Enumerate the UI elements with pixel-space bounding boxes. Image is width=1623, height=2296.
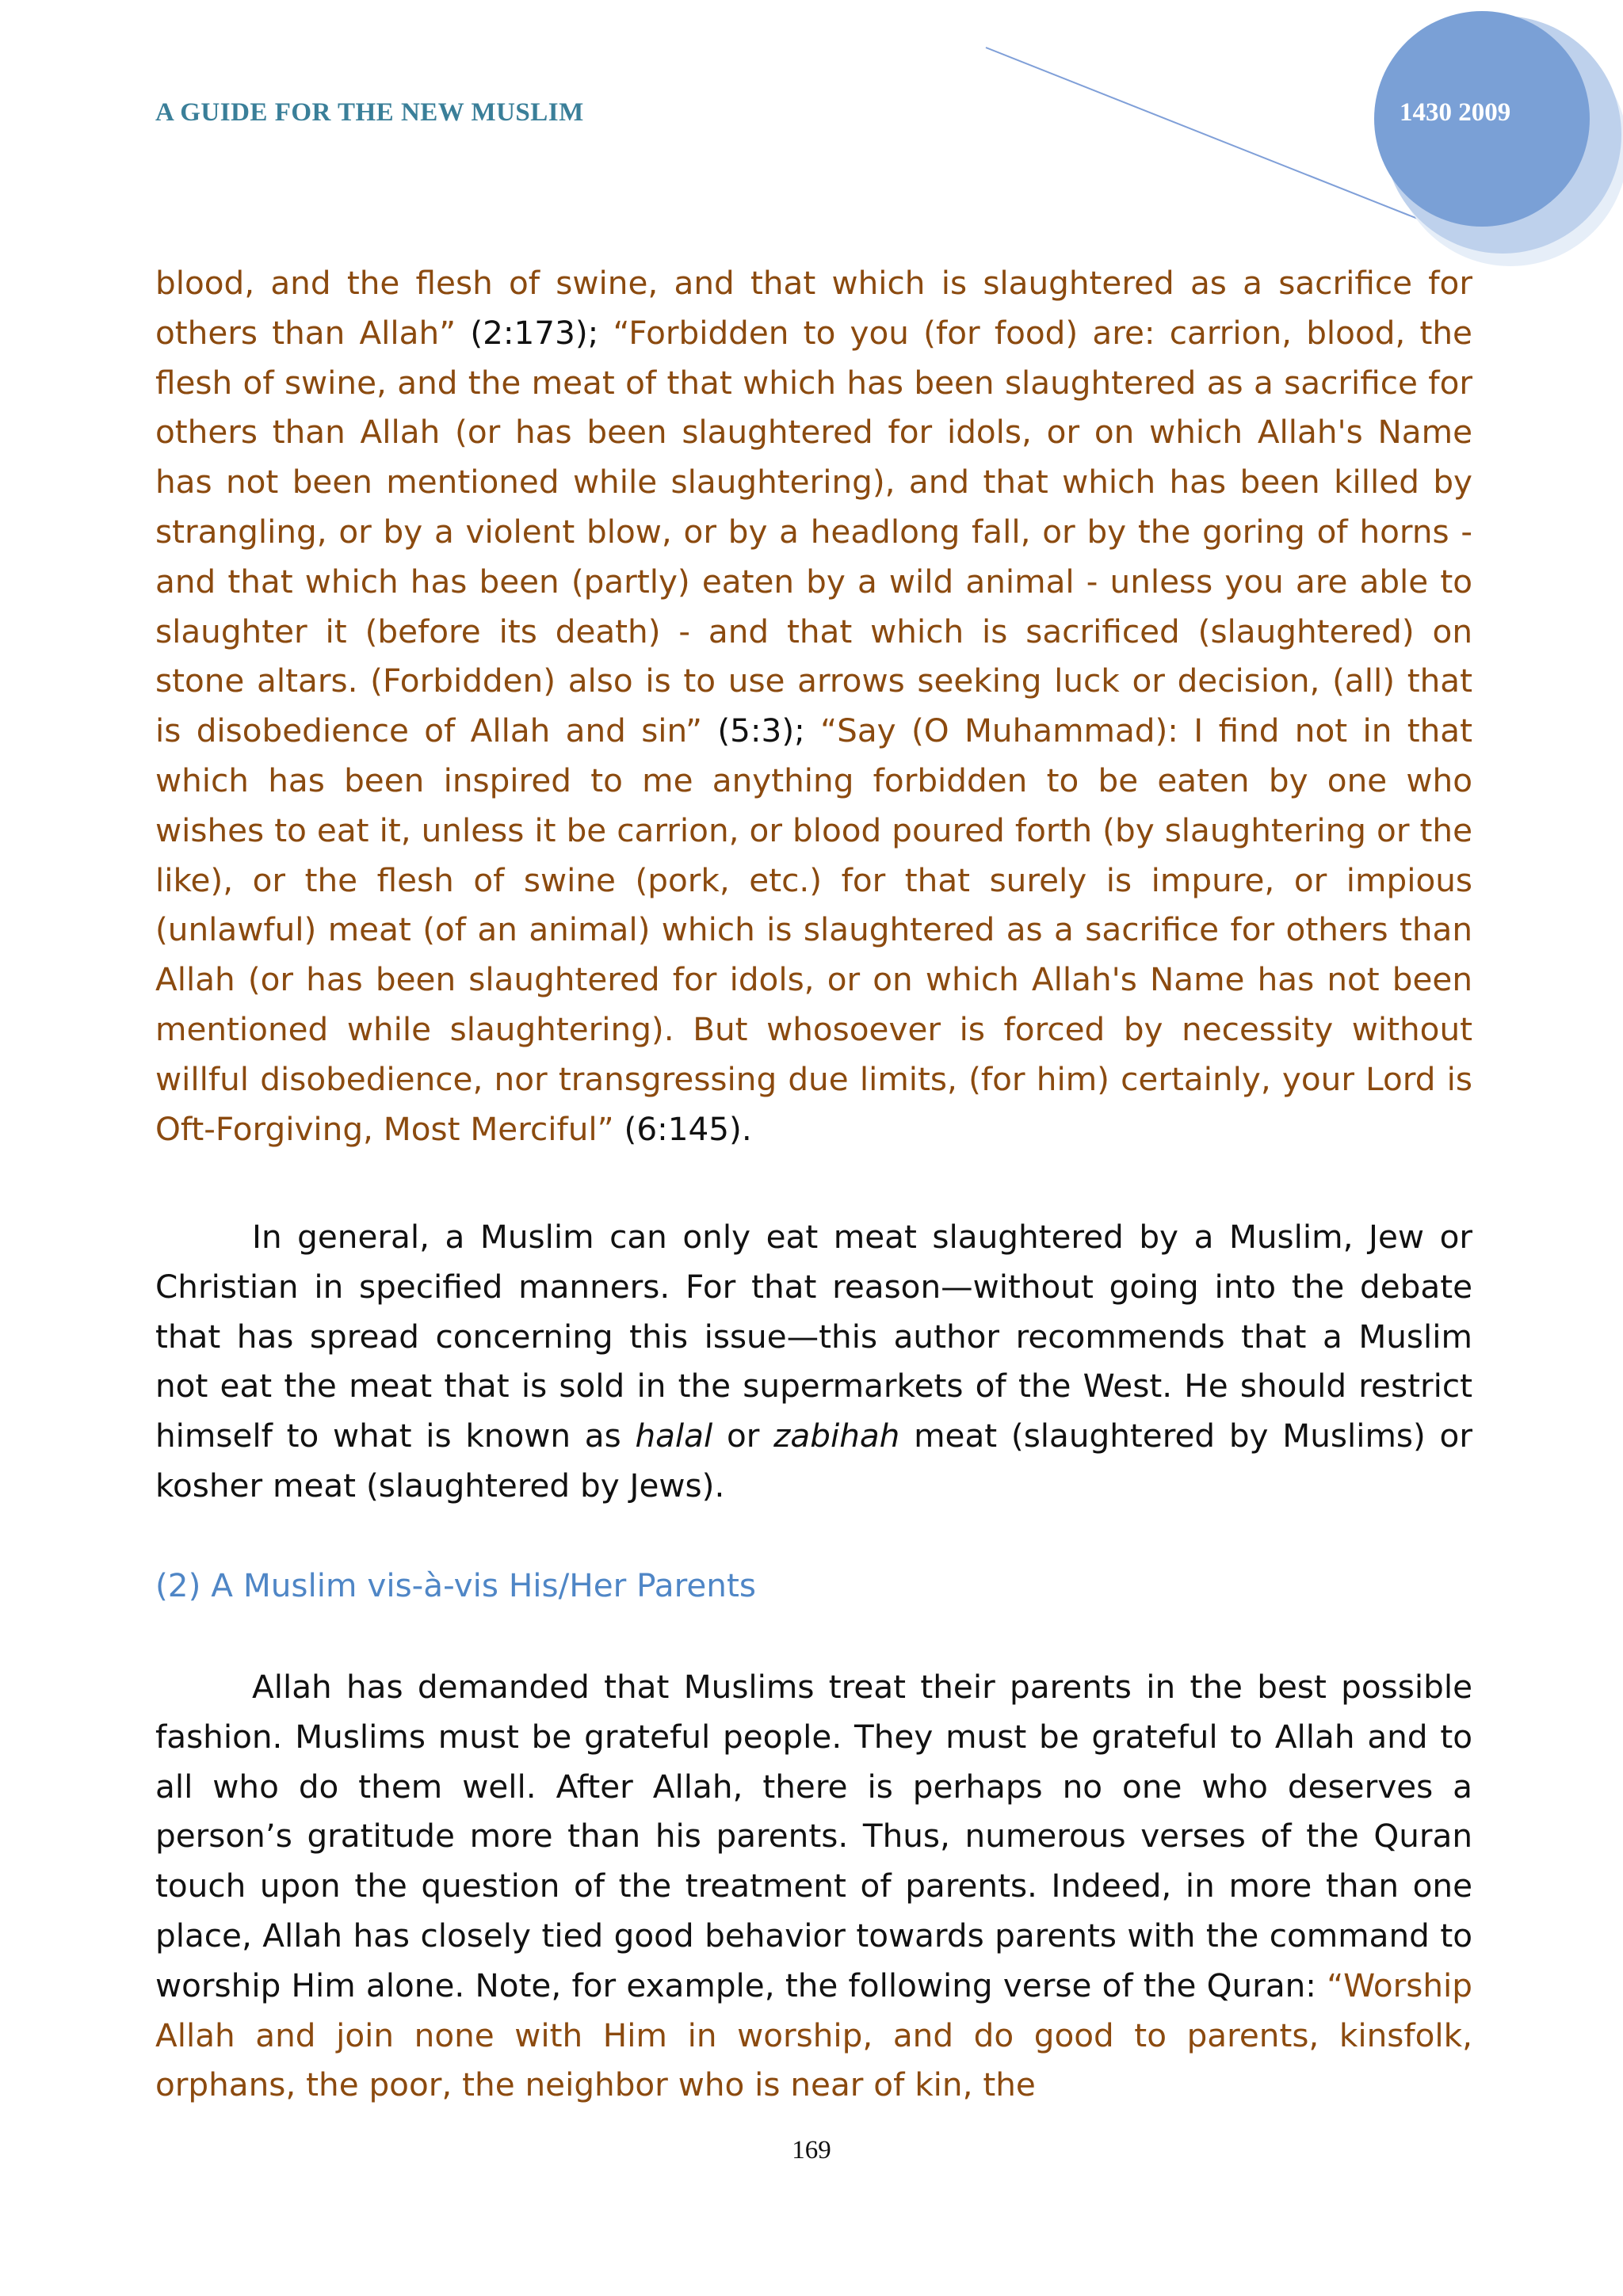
body-text: or <box>712 1417 774 1455</box>
page-header-title: A GUIDE FOR THE NEW MUSLIM <box>155 98 584 127</box>
header-decoration <box>975 0 1623 269</box>
body-text: Allah has demanded that Muslims treat their parents in the best possible fashion. Muslims must be grateful people. They must be grateful to Allah and to all who do them well. After Allah, there is perhaps no one who deserves a person’s gratitude more than his parents. Thus, numerous verses of the Quran touch upon the question of the treatment of parents. Indeed, in more than one place, Allah has closely tied good behavior towards parents with the command to worship Him alone. Note, for example, the following verse of the Quran: <box>155 1668 1472 2004</box>
paragraph-meat <box>155 1212 1472 1511</box>
header-year: 1430 2009 <box>1400 98 1511 127</box>
page-number: 169 <box>792 2136 831 2164</box>
citation: (5:3); <box>702 711 821 750</box>
body-text: In general, a Muslim can only eat meat slaughtered by a Muslim, Jew or Christian in specified manners. For that reason—without going into the debate that has spread concerning this issue—this author recommends that a Muslim not eat the meat that is sold in the supermarkets of the West. He should restrict himself to what is known as <box>155 1218 1472 1455</box>
quote-text: blood, and the flesh of swine, and that which is slaughtered as a sacrifice for others than Allah” <box>155 264 1472 352</box>
citation: (6:145). <box>613 1109 752 1148</box>
quote-text: “Forbidden to you (for food) are: carrion, blood, the flesh of swine, and the meat of that which has been slaughtered as a sacrifice for others than Allah (or has been slaughtered for idols, or on which Allah's Name has not been mentioned while slaughtering), and that which has been killed by strangling, or by a violent blow, or by a headlong fall, or by the goring of horns - and that which has been (partly) eaten by a wild animal - unless you are able to slaughter it (before its death) - and that which is sacrificed (slaughtered) on stone altars. (Forbidden) also is to use arrows seeking luck or decision, (all) that is disobedience of Allah and sin” <box>155 313 1472 750</box>
section-heading: (2) A Muslim vis-à-vis His/Her Parents <box>155 1566 756 1604</box>
quote-text: “Worship Allah and join none with Him in worship, and do good to parents, kinsfolk, orphans, the poor, the neighbor who is near of kin, the <box>155 1966 1472 2104</box>
body-text: meat (slaughtered by Muslims) or kosher meat (slaughtered by Jews). <box>155 1417 1472 1505</box>
paragraph-parents <box>155 1662 1472 2110</box>
quote-text: “Say (O Muhammad): I find not in that which has been inspired to me anything forbidden to be eaten by one who wishes to eat it, unless it be carrion, or blood poured forth (by slaughtering or the like), or the flesh of swine (pork, etc.) for that surely is impure, or impious (unlawful) meat (of an animal) which is slaughtered as a sacrifice for others than Allah (or has been slaughtered for idols, or on which Allah's Name has not been mentioned while slaughtering). But whosoever is forced by necessity without willful disobedience, nor transgressing due limits, (for him) certainly, your Lord is Oft-Forgiving, Most Merciful” <box>155 711 1472 1148</box>
italic-term: halal <box>635 1417 713 1455</box>
citation: (2:173); <box>456 313 613 352</box>
paragraph-quotes <box>155 258 1472 1154</box>
italic-term: zabihah <box>773 1417 900 1455</box>
